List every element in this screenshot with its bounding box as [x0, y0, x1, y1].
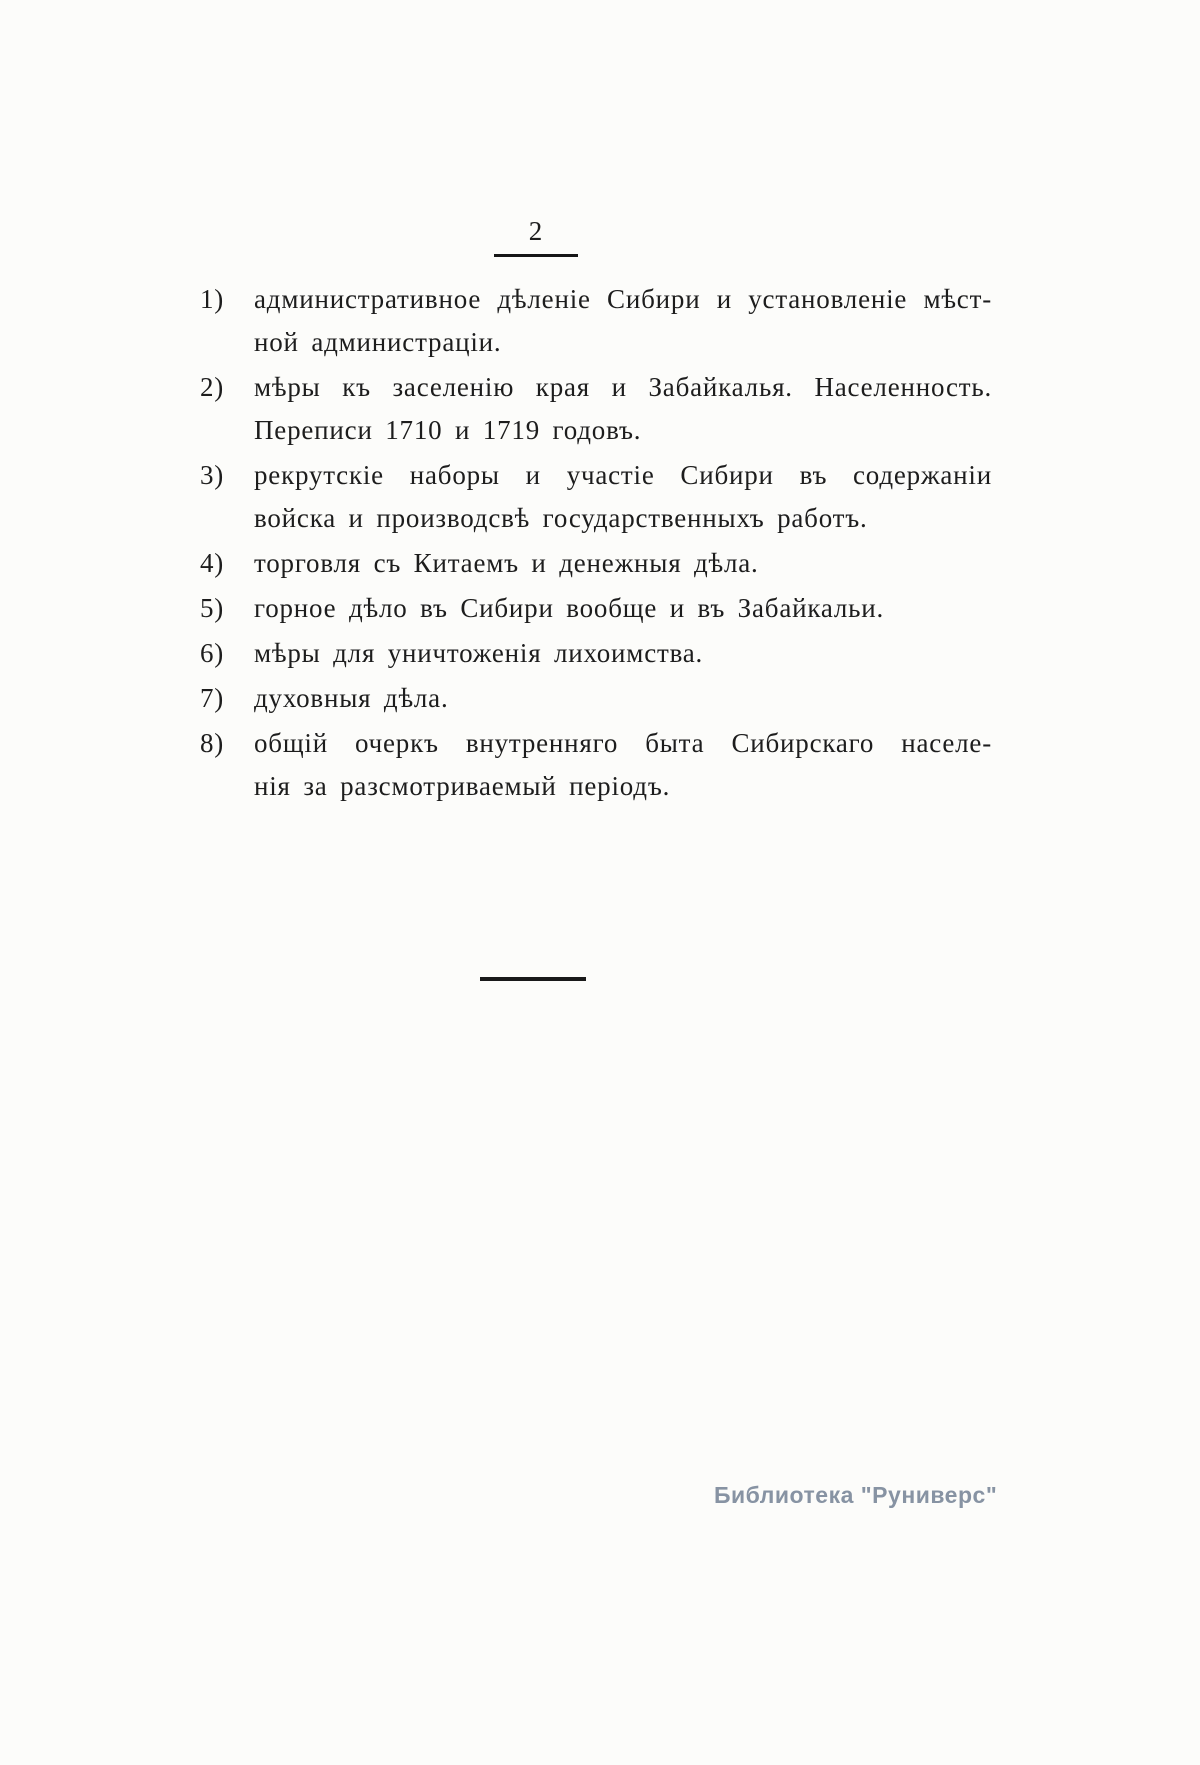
item-marker: 1) [200, 284, 225, 314]
item-text-line: мѣры для уничтоженія лихоимства. [254, 638, 704, 668]
item-text [254, 722, 992, 808]
item-text [254, 366, 992, 452]
item-text-line: духовныя дѣла. [254, 683, 449, 713]
contents-list [200, 278, 992, 810]
page-number: 2 [528, 216, 544, 246]
list-item-1 [200, 278, 992, 364]
item-marker: 6) [200, 638, 225, 668]
list-item-8 [200, 722, 992, 808]
item-text [254, 278, 992, 364]
item-text-line: рекрутскіе наборы и участіе Сибири въ содержаніи [254, 460, 992, 490]
library-watermark: Библиотека "Руниверс" [714, 1482, 998, 1508]
list-item-6 [200, 632, 992, 675]
list-item-2 [200, 366, 992, 452]
list-item-7 [200, 677, 992, 720]
item-text-line: нія за разсмотриваемый періодъ. [254, 771, 671, 801]
item-marker: 7) [200, 683, 225, 713]
list-item-5 [200, 587, 992, 630]
page-header [446, 216, 626, 257]
item-marker: 3) [200, 460, 225, 490]
item-text-line: мѣры къ заселенію края и Забайкалья. Населенность. [254, 372, 992, 402]
list-item-3 [200, 454, 992, 540]
item-text [254, 542, 992, 585]
item-text-line: торговля съ Китаемъ и денежныя дѣла. [254, 548, 759, 578]
item-marker: 2) [200, 372, 225, 402]
item-text-line: общій очеркъ внутренняго быта Сибирскаго населе- [254, 728, 992, 758]
item-text-line: войска и производсвѣ государственныхъ работъ. [254, 503, 868, 533]
item-text-line: Переписи 1710 и 1719 годовъ. [254, 415, 642, 445]
item-text-line: ной администраціи. [254, 327, 502, 357]
item-text [254, 587, 992, 630]
item-marker: 4) [200, 548, 225, 578]
item-marker: 5) [200, 593, 225, 623]
item-text-line: административное дѣленіе Сибири и установленіе мѣст- [254, 284, 992, 314]
section-divider [480, 977, 586, 981]
page-number-rule [494, 254, 578, 257]
item-text [254, 454, 992, 540]
item-marker: 8) [200, 728, 225, 758]
item-text [254, 632, 992, 675]
item-text-line: горное дѣло въ Сибири вообще и въ Забайкальи. [254, 593, 885, 623]
item-text [254, 677, 992, 720]
list-item-4 [200, 542, 992, 585]
